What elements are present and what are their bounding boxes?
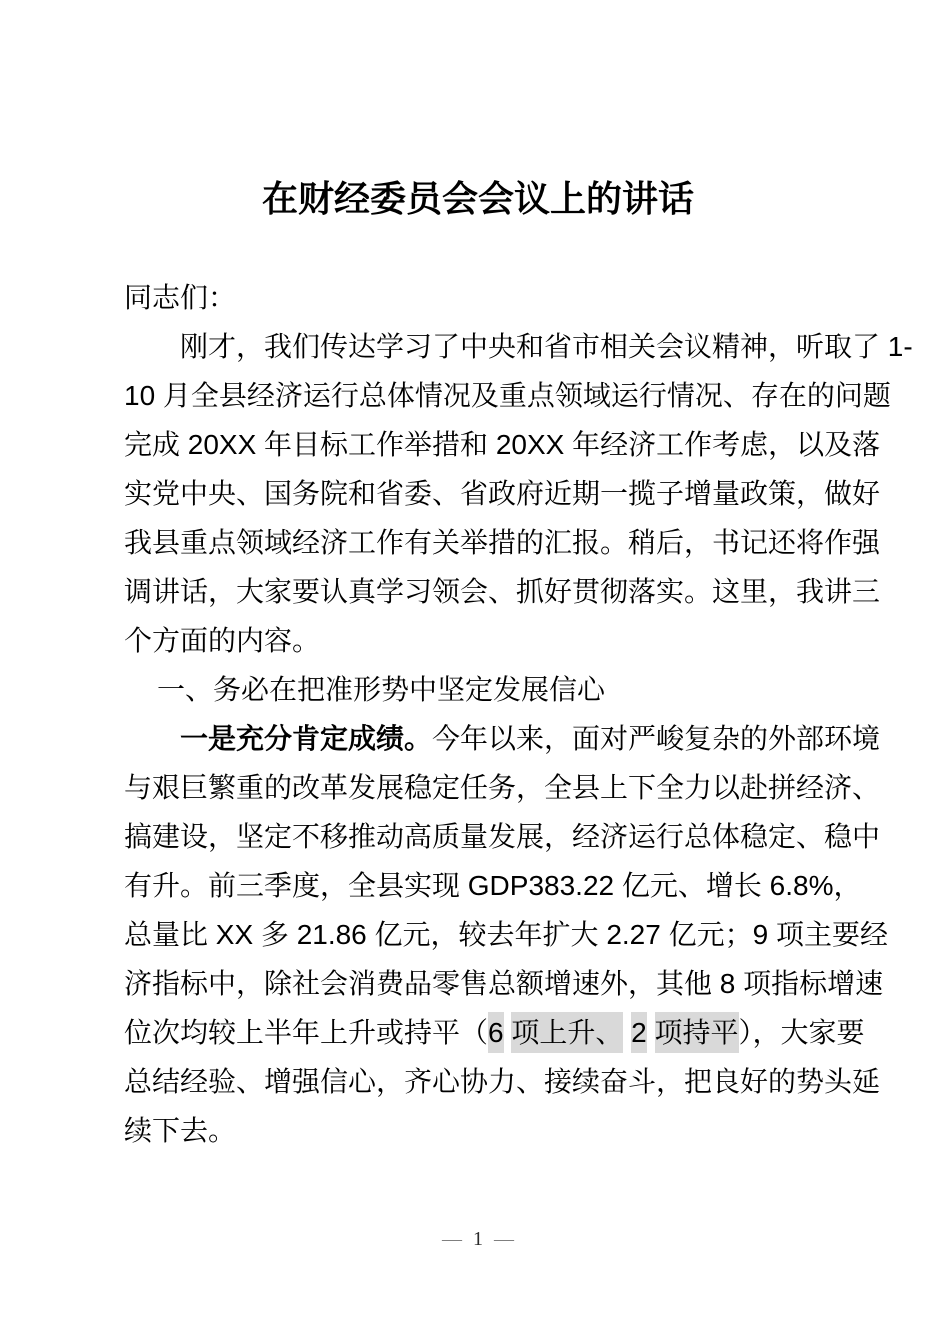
text-line	[124, 861, 862, 910]
text-line	[124, 763, 881, 812]
text-line	[124, 371, 891, 420]
text-segment: 今年以来，面对严峻复杂的外部环境	[432, 723, 881, 754]
text-segment: 实党中央、国务院和省委、省政府近期一揽子增量政策，做好	[124, 478, 881, 509]
page-footer	[124, 1227, 832, 1251]
text-segment: 同志们：	[124, 282, 237, 313]
highlighted-text: 项持平	[655, 1012, 739, 1053]
bold-text: 一是充分肯定成绩。	[180, 723, 433, 754]
text-segment: 10 月全县经济运行总体情况及重点领域运行情况、存在的问题	[124, 380, 891, 411]
text-segment: 续下去。	[124, 1115, 237, 1146]
text-segment: 有升。前三季度，全县实现 GDP383.22 亿元、增长 6.8%，	[124, 870, 862, 901]
text-segment: 调讲话，大家要认真学习领会、抓好贯彻落实。这里，我讲三	[124, 576, 881, 607]
document-title: 在财经委员会会议上的讲话	[261, 178, 694, 219]
page-number: 1	[473, 1228, 483, 1250]
text-line	[124, 469, 881, 518]
text-segment: 总结经验、增强信心，齐心协力、接续奋斗，把良好的势头延	[124, 1066, 881, 1097]
page-number-right-dash: —	[494, 1228, 514, 1250]
page-number-left-dash: —	[442, 1228, 462, 1250]
text-line	[124, 1106, 832, 1155]
text-line	[124, 567, 881, 616]
text-line	[124, 959, 884, 1008]
text-segment	[647, 1017, 655, 1048]
text-segment: 搞建设，坚定不移推动高质量发展，经济运行总体稳定、稳中	[124, 821, 881, 852]
text-line	[124, 1057, 881, 1106]
highlighted-text: 6	[488, 1012, 504, 1053]
text-line	[124, 665, 832, 714]
text-line	[124, 714, 881, 763]
text-segment: 总量比 XX 多 21.86 亿元，较去年扩大 2.27 亿元；9 项主要经	[124, 919, 888, 950]
text-segment: 一、务必在把准形势中坚定发展信心	[157, 674, 606, 705]
text-line	[124, 322, 913, 371]
text-segment: ），大家要	[738, 1017, 865, 1048]
highlighted-text: 2	[631, 1012, 647, 1053]
text-segment: 完成 20XX 年目标工作举措和 20XX 年经济工作考虑，以及落	[124, 429, 881, 460]
text-line	[124, 812, 881, 861]
text-line	[124, 518, 881, 567]
text-segment: 我县重点领域经济工作有关举措的汇报。稍后，书记还将作强	[124, 527, 881, 558]
text-line	[124, 910, 888, 959]
text-line	[124, 616, 832, 665]
text-segment	[623, 1017, 631, 1048]
document-body	[124, 273, 913, 1155]
text-segment: 位次均较上半年上升或持平（	[124, 1017, 489, 1048]
text-line	[124, 420, 881, 469]
text-segment: 济指标中，除社会消费品零售总额增速外，其他 8 项指标增速	[124, 968, 884, 999]
text-line	[124, 1008, 865, 1057]
highlighted-text: 项上升、	[511, 1012, 623, 1053]
text-segment: 个方面的内容。	[124, 625, 321, 656]
text-segment: 与艰巨繁重的改革发展稳定任务，全县上下全力以赴拼经济、	[124, 772, 881, 803]
text-segment: 刚才，我们传达学习了中央和省市相关会议精神，听取了 1-	[180, 331, 913, 362]
text-line	[124, 273, 832, 322]
